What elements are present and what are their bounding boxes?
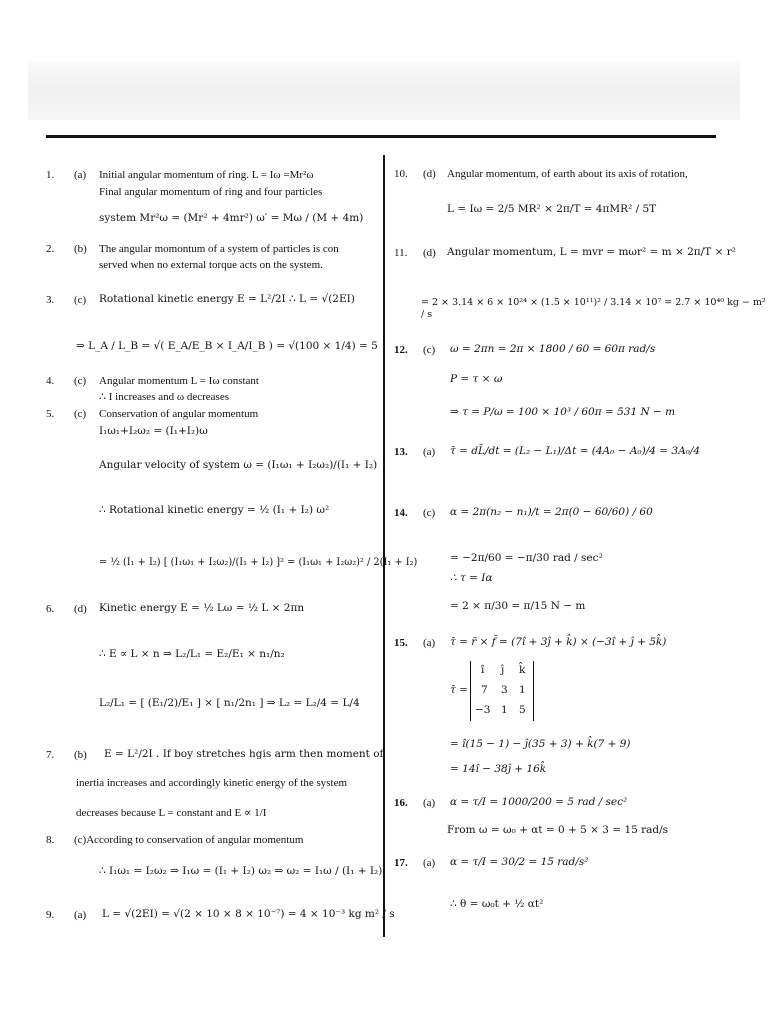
faded-header-band xyxy=(28,62,740,120)
q3-line-2: ⇒ L_A / L_B = √( E_A/E_B × I_A/I_B ) = √(100 × 1/4) = 5 xyxy=(76,340,378,352)
q12-number: 12. xyxy=(394,344,408,356)
q8-line-1: (c)According to conservation of angular momentum xyxy=(74,834,304,846)
det-cell: 7 xyxy=(481,684,488,696)
column-divider xyxy=(383,155,385,937)
q15-determinant xyxy=(470,661,534,721)
q5-line-1: Conservation of angular momentum xyxy=(99,408,259,420)
q15-line-3: = î(15 − 1) − ĵ(35 + 3) + k̂(7 + 9) xyxy=(450,738,631,750)
det-cell: ĵ xyxy=(501,664,505,676)
q1-line-3: system Mr²ω = (Mr² + 4mr²) ω′ = Mω / (M + 4m) xyxy=(99,212,364,224)
q10-number: 10. xyxy=(394,168,408,180)
q17-option: (a) xyxy=(423,857,436,869)
q5-line-3: Angular velocity of system ω = (I₁ω₁ + I₂ω₂)/(I₁ + I₂) xyxy=(99,459,378,471)
q1-number: 1. xyxy=(46,169,55,181)
q13-number: 13. xyxy=(394,446,408,458)
q3-number: 3. xyxy=(46,294,55,306)
det-cell: k̂ xyxy=(519,664,526,676)
q14-line-1: α = 2π(n₂ − n₁)/t = 2π(0 − 60/60) / 60 xyxy=(450,506,653,518)
q16-line-1: α = τ/I = 1000/200 = 5 rad / sec² xyxy=(450,796,628,808)
q6-line-2: ∴ E ∝ L × n ⇒ L₂/L₁ = E₂/E₁ × n₁/n₂ xyxy=(99,648,285,660)
q17-line-2: ∴ θ = ω₀t + ½ αt² xyxy=(450,898,544,910)
q17-number: 17. xyxy=(394,857,408,869)
q10-option: (d) xyxy=(423,168,436,180)
q14-line-4: = 2 × π/30 = π/15 N − m xyxy=(450,600,586,612)
q6-number: 6. xyxy=(46,603,55,615)
q9-option: (a) xyxy=(74,909,87,921)
q8-number: 8. xyxy=(46,834,55,846)
q2-line-1: The angular momontum of a system of particles is con xyxy=(99,243,339,255)
q14-number: 14. xyxy=(394,507,408,519)
q12-option: (c) xyxy=(423,344,436,356)
q11-line-2: = 2 × 3.14 × 6 × 10²⁴ × (1.5 × 10¹¹)² / 3.14 × 10⁷ = 2.7 × 10⁴⁰ kg − m² / s xyxy=(421,297,766,321)
q2-number: 2. xyxy=(46,243,55,255)
q9-line-1: L = √(2EI) = √(2 × 10 × 8 × 10⁻⁷) = 4 × 10⁻³ kg m² / s xyxy=(102,908,395,920)
q7-number: 7. xyxy=(46,749,55,761)
q14-option: (c) xyxy=(423,507,436,519)
q4-line-1: Angular momentum L = Iω constant xyxy=(99,375,259,387)
det-cell: 3 xyxy=(501,684,508,696)
q16-number: 16. xyxy=(394,797,408,809)
q14-line-3: ∴ τ = Iα xyxy=(450,572,493,584)
q15-line-2: τ̄ = xyxy=(450,684,468,696)
q10-line-2: L = Iω = 2/5 MR² × 2π/T = 4πMR² / 5T xyxy=(447,203,657,215)
q15-line-4: = 14î − 38ĵ + 16k̂ xyxy=(450,763,547,775)
q8-line-2: ∴ I₁ω₁ = I₂ω₂ ⇒ I₁ω = (I₁ + I₂) ω₂ ⇒ ω₂ = I₁ω / (I₁ + I₂) xyxy=(99,865,383,877)
q13-option: (a) xyxy=(423,446,436,458)
top-rule xyxy=(46,135,716,138)
q5-option: (c) xyxy=(74,408,87,420)
q15-number: 15. xyxy=(394,637,408,649)
det-cell: 1 xyxy=(519,684,526,696)
q10-line-1: Angular momentum, of earth about its axis of rotation, xyxy=(447,168,688,180)
q4-line-2: ∴ I increases and ω decreases xyxy=(99,391,229,403)
q3-option: (c) xyxy=(74,294,87,306)
q11-line-1: Angular momentum, L = mvr = mωr² = m × 2π/T × r² xyxy=(447,246,736,258)
q6-line-1: Kinetic energy E = ½ Lω = ½ L × 2πn xyxy=(99,602,305,614)
q11-number: 11. xyxy=(394,247,408,259)
q1-line-2: Final angular momentum of ring and four particles xyxy=(99,186,323,198)
q6-option: (d) xyxy=(74,603,87,615)
q15-line-1: τ̄ = r̄ × f̄ = (7î + 3ĵ + k̂) × (−3î + ĵ + 5k̂) xyxy=(450,636,667,648)
q12-line-2: P = τ × ω xyxy=(450,373,503,385)
q9-number: 9. xyxy=(46,909,55,921)
q17-line-1: α = τ/I = 30/2 = 15 rad/s² xyxy=(450,856,589,868)
q7-option: (b) xyxy=(74,749,87,761)
q5-number: 5. xyxy=(46,408,55,420)
q7-line-3: decreases because L = constant and E ∝ 1/I xyxy=(76,807,267,819)
det-cell: 1 xyxy=(501,704,508,716)
q4-option: (c) xyxy=(74,375,87,387)
q16-line-2: From ω = ω₀ + αt = 0 + 5 × 3 = 15 rad/s xyxy=(447,824,669,836)
det-cell: −3 xyxy=(475,704,491,716)
q1-line-1: Initial angular momentum of ring. L = Iω =Mr²ω xyxy=(99,169,314,181)
det-cell: î xyxy=(481,664,485,676)
q12-line-1: ω = 2πn = 2π × 1800 / 60 = 60π rad/s xyxy=(450,343,656,355)
q4-number: 4. xyxy=(46,375,55,387)
q13-line-1: τ̄ = dL̄/dt = (L₂ − L₁)/Δt = (4A₀ − A₀)/4 = 3A₀/4 xyxy=(450,445,701,457)
q3-line-1: Rotational kinetic energy E = L²/2I ∴ L = √(2EI) xyxy=(99,293,355,305)
q6-line-3: L₂/L₁ = [ (E₁/2)/E₁ ] × [ n₁/2n₁ ] ⇒ L₂ = L₂/4 = L/4 xyxy=(99,697,360,709)
q16-option: (a) xyxy=(423,797,436,809)
q2-option: (b) xyxy=(74,243,87,255)
q14-line-2: = −2π/60 = −π/30 rad / sec² xyxy=(450,552,603,564)
q7-line-2: inertia increases and accordingly kinetic energy of the system xyxy=(76,777,348,789)
q5-line-2: I₁ω₁+I₂ω₂ = (I₁+I₂)ω xyxy=(99,425,208,437)
q11-option: (d) xyxy=(423,247,436,259)
q7-line-1: E = L²/2I . If boy stretches hgis arm then moment of xyxy=(104,748,384,760)
q1-option: (a) xyxy=(74,169,87,181)
q5-line-5: = ½ (I₁ + I₂) [ (I₁ω₁ + I₂ω₂)/(I₁ + I₂) ]² = (I₁ω₁ + I₂ω₂)² / 2(I₁ + I₂) xyxy=(99,557,418,568)
q2-line-2: served when no external torque acts on the system. xyxy=(99,259,323,271)
det-cell: 5 xyxy=(519,704,526,716)
q5-line-4: ∴ Rotational kinetic energy = ½ (I₁ + I₂) ω² xyxy=(99,504,330,516)
q15-option: (a) xyxy=(423,637,436,649)
q12-line-3: ⇒ τ = P/ω = 100 × 10³ / 60π = 531 N − m xyxy=(450,406,676,418)
